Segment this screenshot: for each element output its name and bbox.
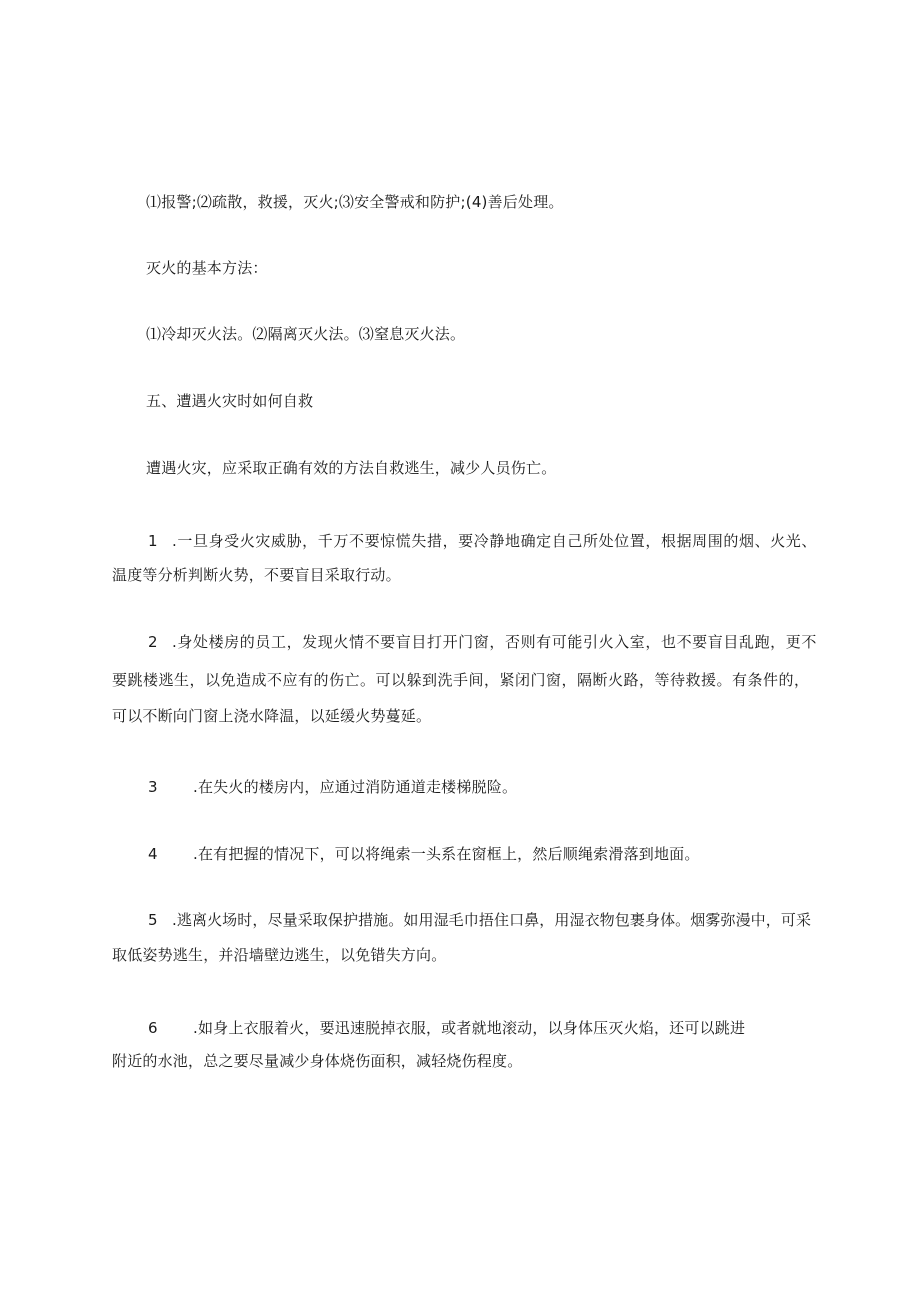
item-6-line-2: 附近的水池，总之要尽量减少身体烧伤面积，减轻烧伤程度。 (112, 1052, 523, 1070)
item-2-line-3: 可以不断向门窗上浇水降温，以延缓火势蔓延。 (112, 707, 432, 725)
intro-paragraph: 遭遇火灾，应采取正确有效的方法自救逃生，减少人员伤亡。 (146, 459, 557, 477)
item-1-line-1: .一旦身受火灾威胁，千万不要惊慌失措，要冷静地确定自己所处位置，根据周围的烟、火光、 (172, 532, 817, 550)
item-1-line-2: 温度等分析判断火势，不要盲目采取行动。 (112, 566, 401, 584)
item-4-number: 4 (148, 845, 158, 863)
emergency-steps-line: ⑴报警;⑵疏散，救援，灭火;⑶安全警戒和防护;(4)善后处理。 (146, 193, 564, 211)
item-5-line-1: .逃离火场时，尽量采取保护措施。如用湿毛巾捂住口鼻，用湿衣物包裹身体。烟雾弥漫中，可采 (172, 911, 812, 929)
item-5-line-2: 取低姿势逃生，并沿墙壁边逃生，以免错失方向。 (112, 946, 447, 964)
item-6-line-1: .如身上衣服着火，要迅速脱掉衣服，或者就地滚动，以身体压灭火焰，还可以跳进 (193, 1019, 746, 1037)
item-2-line-2: 要跳楼逃生，以免造成不应有的伤亡。可以躲到洗手间，紧闭门窗，隔断火路，等待救援。有条件的， (112, 671, 810, 689)
item-2-line-1: .身处楼房的员工，发现火情不要盲目打开门窗，否则有可能引火入室，也不要盲目乱跑，更不 (172, 633, 817, 651)
item-1-number: 1 (148, 532, 158, 550)
item-5-number: 5 (148, 911, 158, 929)
section-title: 五、遭遇火灾时如何自救 (146, 392, 314, 410)
methods-line: ⑴冷却灭火法。⑵隔离灭火法。⑶窒息灭火法。 (146, 325, 466, 343)
methods-heading: 灭火的基本方法： (146, 259, 268, 277)
item-3-line-1: .在失火的楼房内，应通过消防通道走楼梯脱险。 (193, 778, 518, 796)
item-4-line-1: .在有把握的情况下，可以将绳索一头系在窗框上，然后顺绳索滑落到地面。 (193, 845, 700, 863)
item-6-number: 6 (148, 1019, 158, 1037)
item-3-number: 3 (148, 778, 158, 796)
item-2-number: 2 (148, 633, 158, 651)
